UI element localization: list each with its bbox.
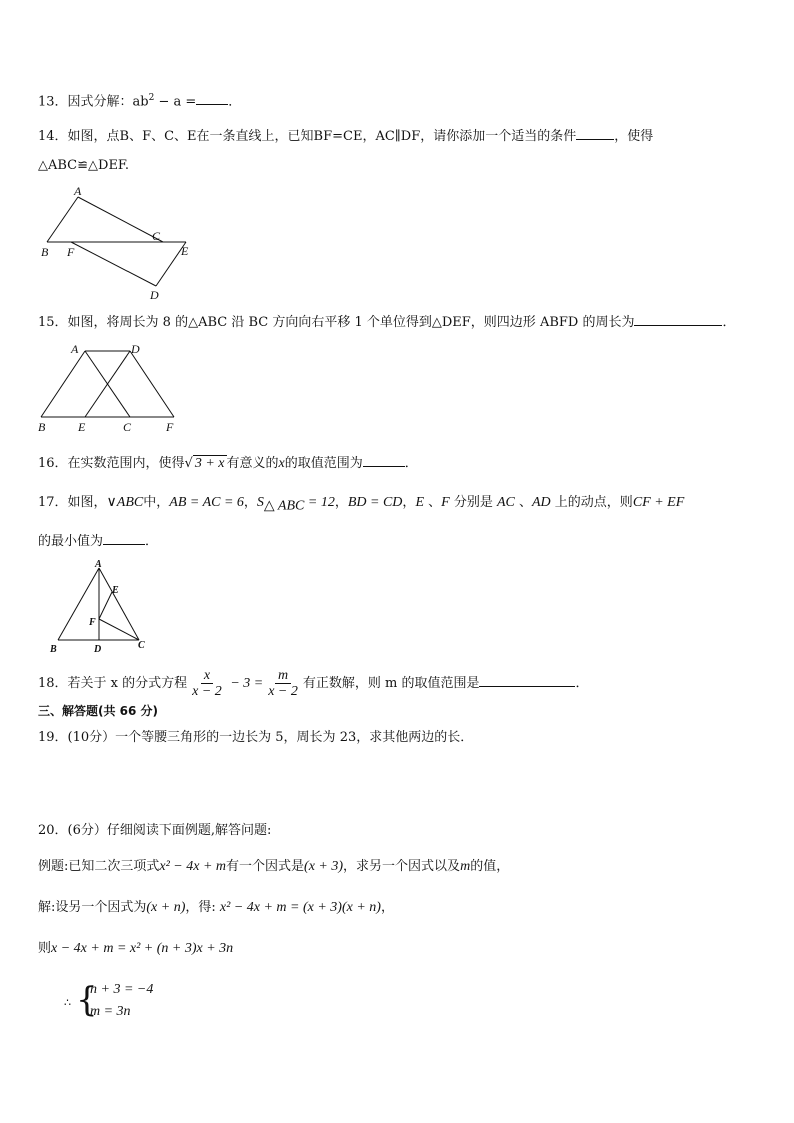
- q17-answer-blank[interactable]: [103, 532, 145, 545]
- q17-sum: CF + EF: [632, 495, 685, 510]
- system-equation-2: m = 3n: [90, 1004, 131, 1019]
- q13-expr: − a =: [154, 94, 197, 110]
- q17-label-B: B: [50, 644, 57, 655]
- q17-text-3: 分别是: [449, 495, 497, 510]
- q17-comma-3: ，: [402, 495, 416, 510]
- q15-label-E: E: [78, 420, 86, 434]
- question-15: [38, 313, 735, 331]
- q16-text-2: 有意义的: [226, 456, 279, 471]
- q16-answer-blank[interactable]: [363, 454, 405, 467]
- q16-radicand: 3 + x: [194, 456, 225, 471]
- q13-exponent: 2: [148, 93, 155, 103]
- q15-label-B: B: [38, 420, 46, 434]
- q17-area-sub: △ ABC: [263, 498, 305, 514]
- q15-label-F: F: [166, 420, 174, 434]
- q18-period: ．: [575, 676, 589, 691]
- q15-segment-DF: [130, 351, 174, 417]
- q17-segment-EF: [99, 592, 112, 619]
- q13-text: 13．因式分解：ab: [38, 94, 149, 110]
- q15-label-D: D: [131, 342, 140, 356]
- q18-minus-three: − 3 =: [226, 676, 264, 691]
- q15-figure: [34, 340, 184, 435]
- system-brace: {: [76, 980, 98, 1020]
- q17-label-D: D: [94, 644, 102, 655]
- q20-solution-text-2: ，得:: [185, 900, 220, 915]
- q15-label-A: A: [71, 342, 79, 356]
- q17-segment-AC: AC: [496, 495, 515, 510]
- q17-label-E: E: [112, 585, 119, 596]
- q17-sep-1: 、: [424, 495, 442, 510]
- question-20-then: [38, 941, 233, 957]
- question-20-title: 20．(6分）仔细阅读下面例题,解答问题:: [38, 823, 272, 838]
- q14-segment-AC: [78, 197, 163, 242]
- q18-frac2-numerator: m: [275, 668, 291, 684]
- system-equation-1: n + 3 = −4: [90, 982, 154, 997]
- q15-answer-blank[interactable]: [634, 313, 722, 326]
- q15-segment-BA: [41, 351, 85, 417]
- q20-example-text: 例题:已知二次三项式: [38, 859, 160, 874]
- q20-example-factor: (x + 3): [304, 859, 344, 874]
- q18-frac2-denominator: x − 2: [268, 684, 298, 699]
- q17-label-F: F: [89, 617, 96, 628]
- q16-variable: x: [278, 456, 285, 471]
- question-16: [38, 454, 418, 472]
- q20-example-text-4: 的值，: [470, 859, 510, 874]
- q17-segment-AD: AD: [532, 495, 551, 510]
- q16-text: 16．在实数范围内，使得: [38, 456, 185, 471]
- therefore-symbol: ∴: [64, 996, 71, 1009]
- q17-segment-AB: [58, 568, 99, 640]
- q15-label-C: C: [123, 420, 132, 434]
- q18-fraction-2: [265, 668, 301, 699]
- q17-comma-2: ，: [334, 495, 348, 510]
- q20-solution-equation: x² − 4x + m = (x + 3)(x + n): [219, 900, 381, 915]
- question-19: 19．(10分）一个等腰三角形的一边长为 5，周长为 23，求其他两边的长．: [38, 730, 474, 745]
- q14-figure: [38, 185, 198, 305]
- q20-example-text-2: 有一个因式是: [226, 859, 305, 874]
- q14-text-end: ，使得: [614, 129, 654, 144]
- q20-solution-factor: (x + n): [146, 900, 186, 915]
- q14-label-C: C: [152, 229, 161, 243]
- q14-label-E: E: [181, 244, 189, 258]
- q18-text: 18．若关于 x 的分式方程: [38, 676, 188, 691]
- q17-figure: [46, 558, 156, 658]
- q17-area-value: = 12: [304, 495, 335, 510]
- q17-area-symbol: S: [256, 495, 264, 510]
- q17-midpoint: BD = CD: [347, 495, 403, 510]
- q18-text-2: 有正数解，则 m 的取值范围是: [302, 676, 480, 691]
- q14-text: 14．如图，点B、F、C、E在一条直线上，已知BF=CE，AC∥DF，请你添加一个适当的条件: [38, 129, 577, 144]
- q17-point-F: F: [441, 495, 450, 510]
- q17-text-4: 上的动点，则: [550, 495, 633, 510]
- q17-text-2: 中，: [143, 495, 170, 510]
- q14-label-A: A: [74, 185, 82, 198]
- q20-example-expression: x² − 4x + m: [159, 859, 227, 874]
- question-18: [38, 664, 589, 704]
- section-3-heading: 三、解答题(共 66 分): [38, 704, 159, 718]
- q14-segment-BA: [47, 197, 78, 242]
- q17-label-C: C: [138, 640, 145, 651]
- q18-answer-blank[interactable]: [479, 674, 575, 687]
- q17-label-A: A: [95, 559, 102, 570]
- question-13: [38, 90, 241, 110]
- q20-solution-text: 解:设另一个因式为: [38, 900, 147, 915]
- q17-point-E: E: [415, 495, 424, 510]
- q20-then-equation: x − 4x + m = x² + (n + 3)x + 3n: [51, 941, 234, 956]
- q18-frac1-denominator: x − 2: [192, 684, 222, 699]
- q17-period: ．: [145, 534, 159, 549]
- q17-sep-2: 、: [514, 495, 532, 510]
- q14-congruence: △ABC≌△DEF.: [38, 158, 130, 173]
- q20-then-text: 则: [38, 941, 52, 956]
- q15-period: ．: [722, 315, 736, 330]
- q18-frac1-numerator: x: [201, 668, 213, 684]
- question-17-line1: [38, 495, 684, 515]
- question-14-line1: [38, 127, 653, 145]
- q17-triangle: ∨ABC: [106, 495, 144, 510]
- q14-label-D: D: [150, 288, 159, 302]
- q20-example-text-3: ，求另一个因式以及: [343, 859, 461, 874]
- q17-comma-1: ，: [243, 495, 257, 510]
- q17-sides: AB = AC = 6: [169, 495, 244, 510]
- q14-label-F: F: [67, 245, 75, 259]
- q14-segment-FD: [71, 242, 156, 286]
- question-20-example: [38, 859, 509, 875]
- question-14-line2: [38, 158, 129, 174]
- q16-text-3: 的取值范围为: [284, 456, 363, 471]
- sqrt-sign: √: [184, 456, 193, 471]
- question-17-line2: [38, 532, 158, 550]
- question-20-solution: [38, 900, 394, 916]
- q17-text-1: 17．如图，: [38, 495, 107, 510]
- q14-answer-blank[interactable]: [576, 127, 614, 140]
- q14-label-B: B: [41, 245, 49, 259]
- q13-answer-blank[interactable]: [196, 92, 228, 105]
- q20-example-m: m: [460, 859, 471, 874]
- q17-text-5: 的最小值为: [38, 534, 104, 549]
- q15-text: 15．如图，将周长为 8 的△ABC 沿 BC 方向向右平移 1 个单位得到△DEF，则四边形 ABFD 的周长为: [38, 315, 635, 330]
- q16-period: ．: [404, 456, 418, 471]
- q13-period: ．: [228, 94, 242, 110]
- q20-solution-comma: ，: [380, 900, 394, 915]
- q18-fraction-1: [189, 668, 225, 699]
